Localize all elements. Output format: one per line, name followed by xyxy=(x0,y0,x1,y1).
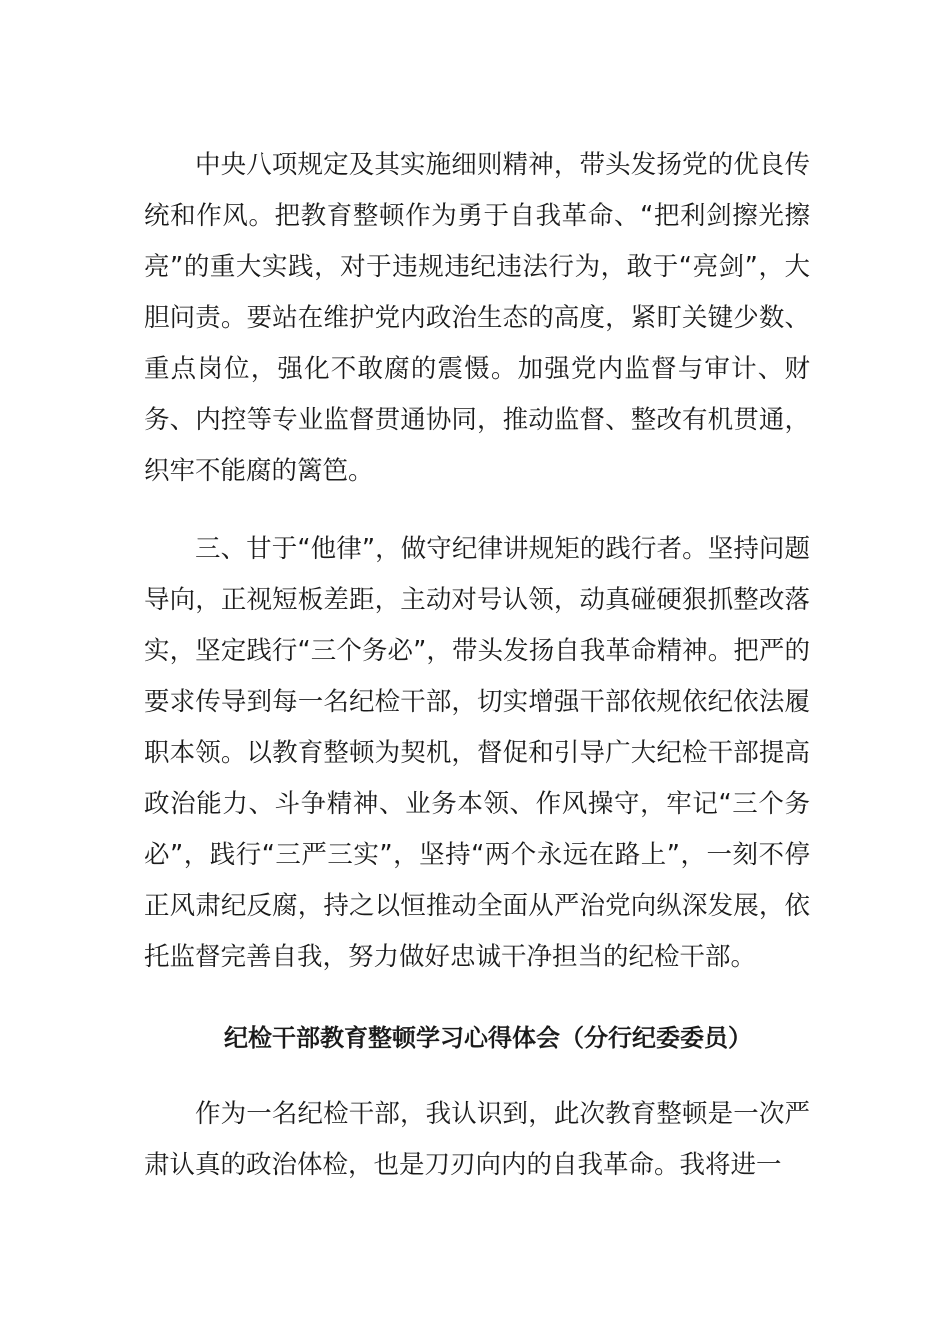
paragraph-eight-regulations: 中央八项规定及其实施细则精神，带头发扬党的优良传统和作风。把教育整顿作为勇于自我革命、“把利剑擦光擦亮”的重大实践，对于违规违纪违法行为，敢于“亮剑”，大胆问责。要站在维护党内政治生态的高度，紧盯关键少数、重点岗位，强化不敢腐的震慑。加强党内监督与审计、财务、内控等专业监督贯通协同，推动监督、整改有机贯通，织牢不能腐的篱笆。 xyxy=(144,150,810,486)
section-heading: 纪检干部教育整顿学习心得体会（分行纪委委员） xyxy=(224,1024,752,1052)
paragraph-intro: 作为一名纪检干部，我认识到，此次教育整顿是一次严肃认真的政治体检，也是刀刃向内的自我革命。我将进一 xyxy=(144,1099,810,1180)
document-body xyxy=(144,140,810,1191)
paragraph-section-three: 三、甘于“他律”，做守纪律讲规矩的践行者。坚持问题导向，正视短板差距，主动对号认领，动真碰硬狠抓整改落实，坚定践行“三个务必”，带头发扬自我革命精神。把严的要求传导到每一名纪检干部，切实增强干部依规依纪依法履职本领。以教育整顿为契机，督促和引导广大纪检干部提高政治能力、斗争精神、业务本领、作风操守，牢记“三个务必”，践行“三严三实”，坚持“两个永远在路上”，一刻不停正风肃纪反腐，持之以恒推动全面从严治党向纵深发展，依托监督完善自我，努力做好忠诚干净担当的纪检干部。 xyxy=(144,534,810,972)
